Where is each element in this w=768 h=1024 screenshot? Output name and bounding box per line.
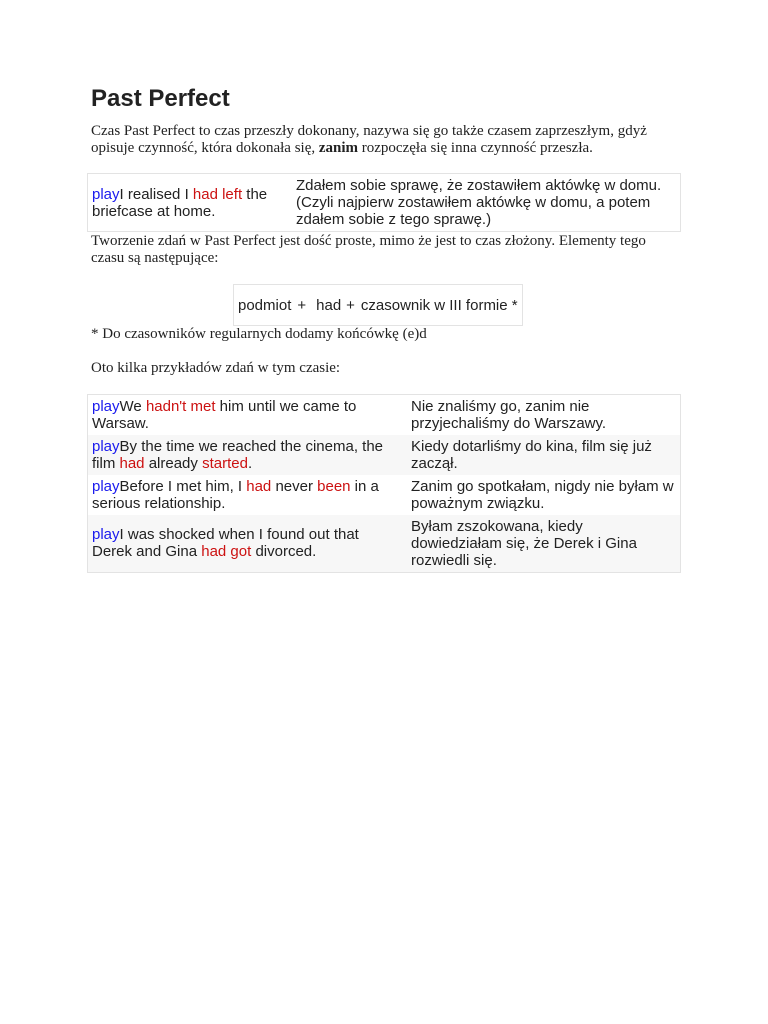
footnote: * Do czasowników regularnych dodamy końcówkę (e)d xyxy=(91,326,427,342)
example-polish-cell: Zanim go spotkałam, nigdy nie byłam w poważnym związku. xyxy=(411,478,674,512)
sentence-text: him until we came to Warsaw. xyxy=(92,398,357,432)
examples-heading: Oto kilka przykładów zdań w tym czasie: xyxy=(91,360,341,376)
example-row xyxy=(88,475,681,515)
document-body xyxy=(91,84,681,157)
example-row xyxy=(88,174,681,232)
sentence-text: divorced. xyxy=(251,543,317,560)
example-row xyxy=(88,515,681,573)
play-link[interactable]: play xyxy=(92,186,120,203)
example-english-cell xyxy=(88,475,404,515)
intro-bold-word: zanim xyxy=(318,140,359,156)
play-link[interactable]: play xyxy=(92,438,120,455)
sentence-text: . xyxy=(247,455,253,472)
example-polish-cell: Byłam zszokowana, kiedy dowiedziałam się, że Derek i Gina rozwiedli się. xyxy=(403,515,681,573)
sentence-text: the briefcase at home. xyxy=(92,186,268,220)
example-table xyxy=(87,173,681,232)
intro-text-end: rozpoczęła się inna czynność przeszła. xyxy=(358,140,593,156)
tense-highlight: had got xyxy=(201,543,252,560)
tense-highlight: had xyxy=(119,455,145,472)
sentence-text: We xyxy=(119,398,146,415)
example-polish-cell: Zdałem sobie sprawę, że zostawiłem aktówkę w domu. (Czyli najpierw zostawiłem aktówkę w domu, a potem zdałem sobie z tego sprawę.) xyxy=(296,177,662,228)
examples-table xyxy=(87,394,681,573)
sentence-text: By the time we reached the cinema, the film xyxy=(92,438,384,472)
page-title: Past Perfect xyxy=(91,85,230,112)
sentence-text: never xyxy=(271,478,318,495)
example-row xyxy=(88,435,681,475)
formula-had: had xyxy=(316,296,342,314)
construction-paragraph: Tworzenie zdań w Past Perfect jest dość proste, mimo że jest to czas złożony. Elementy tego czasu są następujące: xyxy=(91,233,646,266)
example-polish-cell: Kiedy dotarliśmy do kina, film się już zaczął. xyxy=(403,435,681,475)
tense-highlight: started xyxy=(202,455,248,472)
intro-paragraph xyxy=(91,123,681,157)
sentence-text: I realised I xyxy=(119,186,193,203)
example-polish-cell: Nie znaliśmy go, zanim nie przyjechaliśmy do Warszawy. xyxy=(411,398,607,432)
sentence-text: already xyxy=(144,455,203,472)
example-english-cell xyxy=(88,174,293,232)
play-link[interactable]: play xyxy=(92,478,120,495)
formula-box xyxy=(233,284,523,326)
tense-highlight: had left xyxy=(192,186,243,203)
intro-text-start: Czas Past Perfect to czas przeszły dokonany, nazywa się go także czasem zaprzeszłym, gdyż opisuje czynność, która dokonała się, xyxy=(91,123,647,156)
formula-plus: + xyxy=(346,296,355,314)
sentence-text: in a serious relationship. xyxy=(92,478,379,512)
example-english-cell xyxy=(88,435,404,475)
tense-highlight: been xyxy=(317,478,351,495)
sentence-text: Before I met him, I xyxy=(119,478,247,495)
tense-highlight: had xyxy=(246,478,272,495)
formula-verb: czasownik w III formie * xyxy=(360,296,518,314)
play-link[interactable]: play xyxy=(92,526,120,543)
example-english-cell xyxy=(88,515,404,573)
play-link[interactable]: play xyxy=(92,398,120,415)
formula-subject: podmiot xyxy=(238,296,292,314)
formula-plus: + xyxy=(297,296,307,314)
example-row xyxy=(88,395,681,436)
tense-highlight: hadn't met xyxy=(145,398,216,415)
example-english-cell xyxy=(88,395,404,436)
sentence-text: I was shocked when I found out that Derek and Gina xyxy=(92,526,359,560)
